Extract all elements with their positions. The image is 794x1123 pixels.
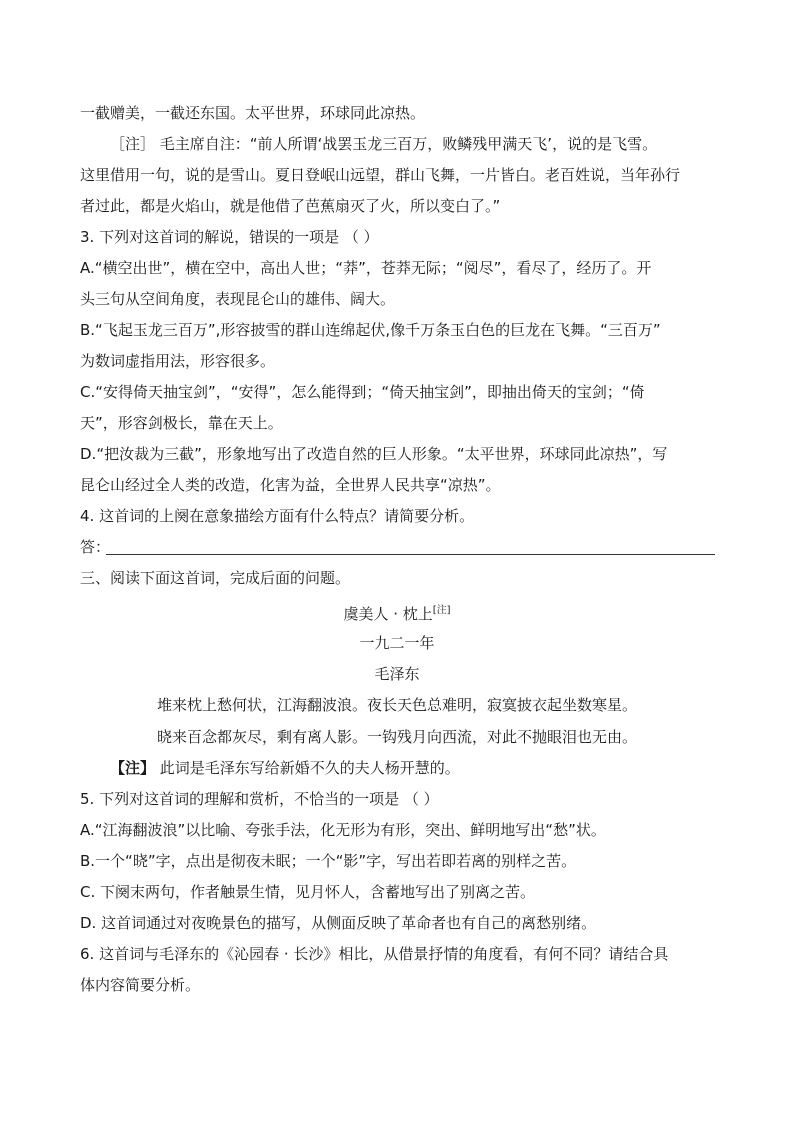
answer-blank-line[interactable]	[106, 554, 715, 555]
question-6-stem: 6. 这首词与毛泽东的《沁园春 · 长沙》相比，从借景抒情的角度看，有何不同？请结合具	[80, 945, 669, 963]
question-3-stem: 3. 下列对这首词的解说，错误的一项是 （ ）	[80, 228, 379, 246]
poem-title	[0, 601, 794, 624]
q3-option-b: B.“飞起玉龙三百万”,形容披雪的群山连绵起伏,像千万条玉白色的巨龙在飞舞。“三百万”	[80, 321, 661, 339]
poem-title-note-mark: [注]	[432, 605, 451, 616]
question-6-stem-cont: 体内容简要分析。	[80, 976, 201, 994]
poem-note	[110, 758, 460, 778]
q3-option-a-cont: 头三句从空间角度，表现昆仑山的雄伟、阔大。	[80, 290, 396, 308]
q5-option-b: B.一个“晓”字，点出是彻夜未眠；一个“影”字，写出若即若离的别样之苦。	[80, 852, 577, 870]
q5-option-d: D. 这首词通过对夜晚景色的描写，从侧面反映了革命者也有自己的离愁别绪。	[80, 914, 597, 932]
section-heading: 三、阅读下面这首词，完成后面的问题。	[80, 569, 351, 587]
poem-continuation: 一截赠美，一截还东国。太平世界，环球同此凉热。	[80, 104, 426, 122]
note-line: 者过此，都是火焰山，就是他借了芭蕉扇灭了火，所以变白了。”	[80, 197, 501, 215]
q3-option-d-cont: 昆仑山经过全人类的改造，化害为益，全世界人民共享“凉热”。	[80, 476, 501, 494]
poem-note-text: 此词是毛泽东写给新婚不久的夫人杨开慧的。	[155, 759, 460, 777]
answer-label: 答：	[80, 538, 111, 556]
q3-option-b-cont: 为数词虚指用法，形容很多。	[80, 352, 276, 370]
q3-option-d: D.“把汝裁为三截”，形象地写出了改造自然的巨人形象。“太平世界，环球同此凉热”，写	[80, 445, 668, 463]
q3-option-c: C.“安得倚天抽宝剑”，“安得”，怎么能得到；“倚天抽宝剑”，即抽出倚天的宝剑；“倚	[80, 383, 645, 401]
question-5-stem: 5. 下列对这首词的理解和赏析，不恰当的一项是 （ ）	[80, 790, 439, 808]
poem-verse: 晓来百念都灰尽，剩有离人影。一钩残月向西流，对此不抛眼泪也无由。	[156, 728, 637, 746]
q3-option-a: A.“横空出世”，横在空中，高出人世；“莽”，苍莽无际；“阅尽”，看尽了，经历了。开	[80, 259, 652, 277]
q5-option-c: C. 下阕末两句，作者触景生情，见月怀人，含蓄地写出了别离之苦。	[80, 883, 536, 901]
q5-option-a: A.“江海翻波浪”以比喻、夸张手法，化无形为有形，突出、鲜明地写出“愁”状。	[80, 821, 606, 839]
question-4-stem: 4. 这首词的上阕在意象描绘方面有什么特点？请简要分析。	[80, 507, 475, 525]
poem-year: 一九二一年	[359, 634, 435, 652]
q3-option-c-cont: 天”，形容剑极长，靠在天上。	[80, 414, 283, 432]
poem-author: 毛泽东	[374, 665, 420, 683]
poem-note-label: 【注】	[110, 759, 156, 777]
note-line: 这里借用一句，说的是雪山。夏日登岷山远望，群山飞舞，一片皆白。老百姓说，当年孙行	[80, 166, 681, 184]
poem-title-text: 虞美人 · 枕上	[343, 605, 433, 623]
poem-verse: 堆来枕上愁何状，江海翻波浪。夜长天色总难明，寂寞披衣起坐数寒星。	[156, 696, 637, 714]
note-line: ［注］ 毛主席自注：“前人所谓‘战罢玉龙三百万，败鳞残甲满天飞’，说的是飞雪。	[110, 135, 658, 153]
